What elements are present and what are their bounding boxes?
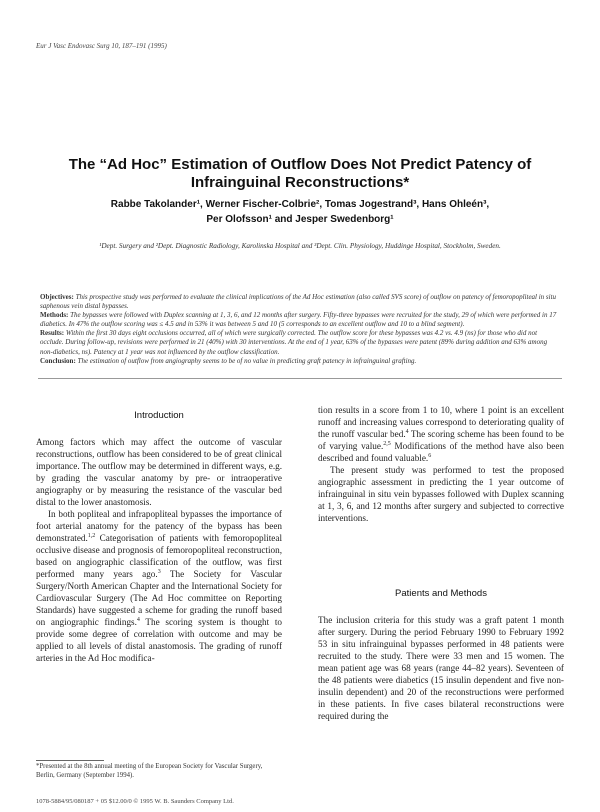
methods-paragraph-1: The inclusion criteria for this study was a graft patent 1 month after surgery. During the period February 1990 to February 1992 53 in situ infrainguinal bypasses performed in 48 patients were recruited to the study. There were 33 men and 15 women. The mean patient age was 68 years (range 44–82 years). Seventeen of the 48 patients were diabetics (15 insulin dependent and five non-insulin dependent) and 20 of the reconstructions were performed in these patients. In five cases bilateral reconstructions were required during the xyxy=(318,615,564,721)
abstract xyxy=(40,293,560,366)
intro-paragraph-2 xyxy=(36,508,282,664)
authors-line-2: Per Olofsson¹ and Jesper Swedenborg¹ xyxy=(206,214,394,225)
citation: 4 xyxy=(405,428,409,435)
running-head: Eur J Vasc Endovasc Surg 10, 187–191 (1995) xyxy=(36,42,167,50)
abstract-results xyxy=(40,329,560,356)
footnote: *Presented at the 8th annual meeting of the European Society for Vascular Surgery, Berlin, Germany (September 1994). xyxy=(36,763,263,779)
intro-p2-text-a: In both popliteal and infrapopliteal bypasses the importance of foot arterial anatomy for the patency of the bypass has been demonstrated. xyxy=(36,509,282,543)
citation: 6 xyxy=(428,452,432,459)
methods-label: Methods: xyxy=(40,311,69,320)
intro-p2-text-d: The scoring system is thought to provide some degree of correlation with outcome and may be applied to all levels of distal anastomosis. The grading of runoff arteries in the Ad Hoc modifica- xyxy=(36,617,282,663)
citation: 2,5 xyxy=(383,440,391,447)
intro-p3-text-c: Modifications of the method have also been described and found valuable. xyxy=(318,441,564,463)
abstract-methods xyxy=(40,311,560,329)
article-title: The “Ad Hoc” Estimation of Outflow Does Not Predict Patency of Infrainguinal Reconstructions* xyxy=(68,156,532,191)
affiliations: ¹Dept. Surgery and ²Dept. Diagnostic Radiology, Karolinska Hospital and ³Dept. Clin. Physiology, Huddinge Hospital, Stockholm, Sweden. xyxy=(99,242,501,250)
introduction-heading: Introduction xyxy=(134,410,184,421)
intro-p3-text-a: tion results in a score from 1 to 10, where 1 point is an excellent runoff and increasing values correspond to deteriorating quality of the runoff vascular bed. xyxy=(318,405,564,439)
conclusion-label: Conclusion: xyxy=(40,356,76,365)
intro-paragraph-3 xyxy=(318,404,564,464)
objectives-label: Objectives: xyxy=(40,293,74,301)
left-column xyxy=(36,436,282,664)
authors-line-1: Rabbe Takolander¹, Werner Fischer-Colbrie², Tomas Jogestrand³, Hans Ohleén³, xyxy=(110,199,490,210)
intro-p2-text-b: Categorisation of patients with femoropopliteal occlusive disease and prognosis of femoropopliteal reconstruction, based on angiographic classification of the outflow, was first performed many years ago. xyxy=(36,533,282,579)
intro-paragraph-4: The present study was performed to test the proposed angiographic assessment in predicting the 1 year outcome of infrainguinal in situ vein bypasses followed with Duplex scanning at 1, 3, 6, and 12 months after surgery and subjected to corrective interventions. xyxy=(318,465,564,523)
copyright-line: 1078-5884/95/080187 + 05 $12.00/0 © 1995 W. B. Saunders Company Ltd. xyxy=(36,798,234,805)
footnote-divider xyxy=(36,760,104,761)
citation: 4 xyxy=(136,616,140,623)
author-list xyxy=(40,197,560,227)
intro-p2-text-c: The Society for Vascular Surgery/North American Chapter and the International Society for Cardiovascular Surgery (The Ad Hoc committee on Reporting Standards) have suggested a scheme for grading the runoff based on angiographic findings. xyxy=(36,569,282,627)
abstract-conclusion xyxy=(40,357,560,366)
right-column-methods xyxy=(318,614,564,722)
methods-text: The bypasses were followed with Duplex scanning at 1, 3, 6, and 12 months after surgery. Fifty-three bypasses were recruited for the study, 29 of which were performed in 17 diabetics. In 47% the outflow scoring was ≤ 4.5 and in 53% it was between 5 and 10 (5 corresponds to an excellent outflow and 10 to a blind segment). xyxy=(40,311,557,329)
patients-methods-heading: Patients and Methods xyxy=(395,588,487,599)
abstract-objectives xyxy=(40,293,560,311)
right-column xyxy=(318,404,564,524)
citation: 3 xyxy=(157,568,161,575)
intro-p3-text-b: The scoring scheme has been found to be of varying value. xyxy=(318,429,564,451)
results-text: Within the first 30 days eight occlusions occurred, all of which were surgically corrected. The outflow score for these bypasses was 4.2 vs. 4.9 (ns) for those who did not occlude. During follow-up, revisions were performed in 21 (40%) with 30 interventions. At the end of 1 year, 63% of the bypasses were patent (89% during addition and 63% among non-diabetics, ns). Patency at 1 year was not influenced by the outflow classification. xyxy=(40,329,548,356)
objectives-text: This prospective study was performed to evaluate the clinical implications of the Ad Hoc estimation (also called SVS score) of outflow on patency of femoropopliteal in situ saphenous vein distal bypasses. xyxy=(40,293,557,311)
intro-paragraph-1: Among factors which may affect the outcome of vascular reconstructions, outflow has been considered to be of great clinical importance. The outflow may be determined in different ways, e.g. by grading the vascular anatomy by pre- or intraoperative angiography or by measuring the resistance of the vascular bed distal to the lower anastomosis. xyxy=(36,437,282,507)
citation: 1,2 xyxy=(87,532,96,539)
abstract-divider xyxy=(38,378,562,379)
results-label: Results: xyxy=(40,329,65,338)
conclusion-text: The estimation of outflow from angiography seems to be of no value in predicting graft patency in infrainguinal grafting. xyxy=(77,356,417,365)
